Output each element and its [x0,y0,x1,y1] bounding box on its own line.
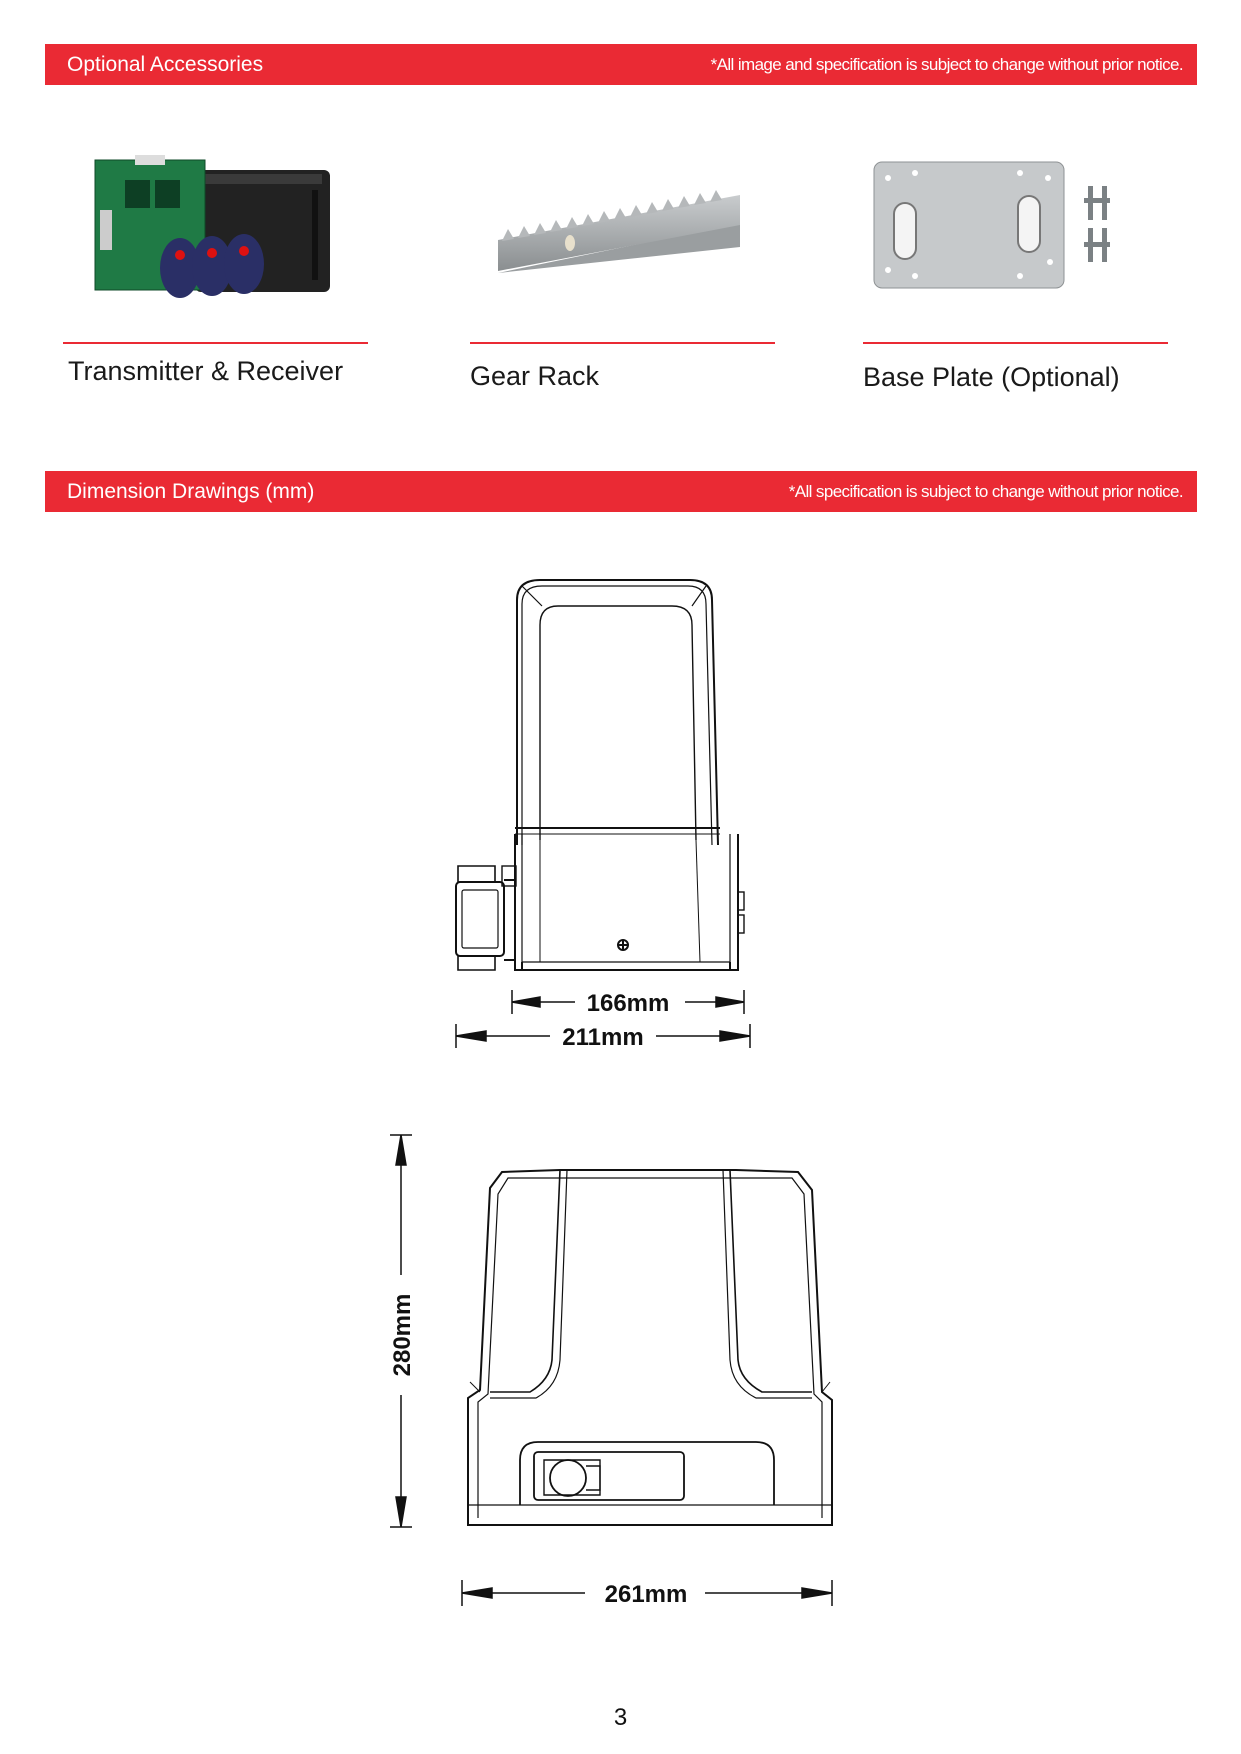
page-number: 3 [613,1704,628,1731]
transmitter-receiver-image [90,150,350,300]
gear-rack-image [490,185,750,285]
dimension-166mm: 166mm [586,990,670,1017]
accessory-label: Base Plate (Optional) [863,362,1120,392]
notice-text: *All image and specification is subject to change without prior notice. [710,54,1183,74]
height-dimension [370,1125,430,1535]
dimension-280mm: 280mm [389,1293,416,1377]
dimension-211mm: 211mm [562,1024,644,1051]
accessory-label: Gear Rack [470,361,600,391]
section-title: Dimension Drawings (mm) [67,479,315,503]
accessory-label: Transmitter & Receiver [68,356,344,386]
section-title: Optional Accessories [67,52,264,76]
section-banner-dimensions [45,471,1197,512]
base-plate-image [870,158,1120,293]
section-banner-accessories [45,44,1197,85]
dimension-261mm: 261mm [604,1581,688,1608]
side-view-drawing [450,1130,850,1550]
notice-text: *All specification is subject to change without prior notice. [788,481,1183,501]
depth-dimension [450,1570,850,1620]
front-width-dimension [440,980,770,1060]
